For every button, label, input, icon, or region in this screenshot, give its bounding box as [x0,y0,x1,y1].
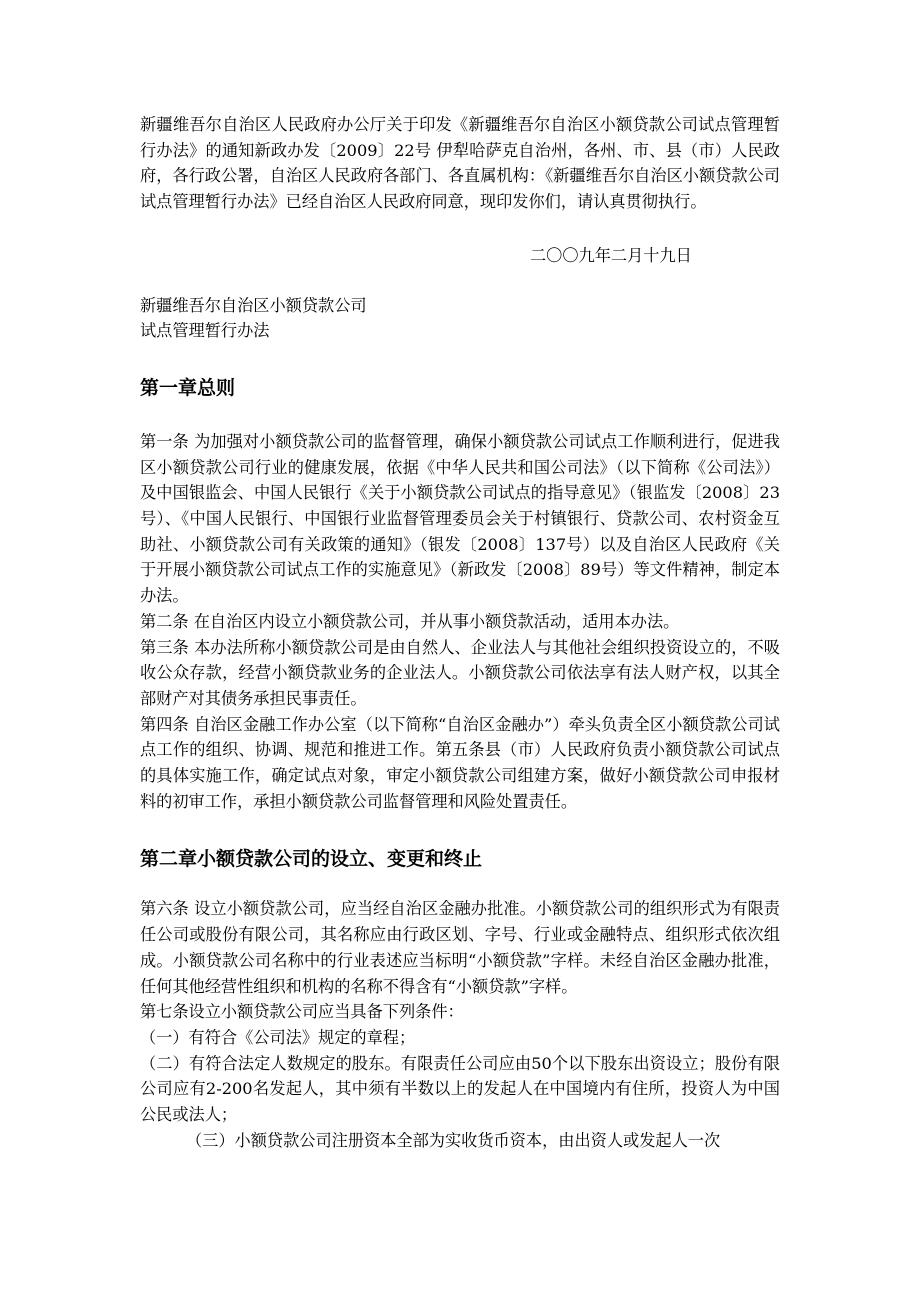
article-4-5: 第四条 自治区金融工作办公室（以下简称“自治区金融办”）牵头负责全区小额贷款公司试点工作的组织、协调、规范和推进工作。第五条县（市）人民政府负责小额贷款公司试点的具体实施工作，确定试点对象，审定小额贷款公司组建方案，做好小额贷款公司申报材料的初审工作，承担小额贷款公司监督管理和风险处置责任。 [140,714,780,811]
document-title [140,293,780,344]
article-2: 第二条 在自治区内设立小额贷款公司，并从事小额贷款活动，适用本办法。 [140,611,680,631]
article-7: 第七条设立小额贷款公司应当具备下列条件： [140,1002,464,1022]
article-7-item-3: （三）小额贷款公司注册资本全部为实收货币资本，由出资人或发起人一次 [186,1130,721,1150]
document-title-line-2: 试点管理暂行办法 [140,321,270,341]
article-6: 第六条 设立小额贷款公司，应当经自治区金融办批准。小额贷款公司的组织形式为有限责任公司或股份有限公司，其名称应由行政区划、字号、行业或金融特点、组织形式依次组成。小额贷款公司名称中的行业表述应当标明“小额贷款”字样。未经自治区金融办批准，任何其他经营性组织和机构的名称不得含有“小额贷款”字样。 [140,899,780,996]
article-7-item-2: （二）有符合法定人数规定的股东。有限责任公司应由50个以下股东出资设立；股份有限公司应有2-200名发起人，其中须有半数以上的发起人在中国境内有住所，投资人为中国公民或法人； [140,1053,780,1125]
chapter-1-heading: 第一章总则 [140,376,236,399]
notice-paragraph: 新疆维吾尔自治区人民政府办公厅关于印发《新疆维吾尔自治区小额贷款公司试点管理暂行办法》的通知新政办发〔2009〕22号 伊犁哈萨克自治州，各州、市、县（市）人民政府，各行政公署，自治区人民政府各部门、各直属机构：《新疆维吾尔自治区小额贷款公司试点管理暂行办法》已经自治区人民政府同意，现印发你们，请认真贯彻执行。 [140,115,780,212]
article-7-item-1: （一）有符合《公司法》规定的章程； [140,1027,416,1047]
document-page [140,112,780,1154]
document-title-line-1: 新疆维吾尔自治区小额贷款公司 [140,295,367,315]
article-3: 第三条 本办法所称小额贷款公司是由自然人、企业法人与其他社会组织投资设立的，不吸收公众存款，经营小额贷款业务的企业法人。小额贷款公司依法享有法人财产权，以其全部财产对其债务承担民事责任。 [140,637,780,708]
chapter-2-heading: 第二章小额贷款公司的设立、变更和终止 [140,848,483,871]
article-1: 第一条 为加强对小额贷款公司的监督管理，确保小额贷款公司试点工作顺利进行，促进我区小额贷款公司行业的健康发展，依据《中华人民共和国公司法》（以下简称《公司法》）及中国银监会、中国人民银行《关于小额贷款公司试点的指导意见》（银监发〔2008〕23号）、《中国人民银行、中国银行业监督管理委员会关于村镇银行、贷款公司、农村资金互助社、小额贷款公司有关政策的通知》（银发〔2008〕137号）以及自治区人民政府《关于开展小额贷款公司试点工作的实施意见》（新政发〔2008〕89号）等文件精神，制定本办法。 [140,431,780,606]
notice-date: 二〇〇九年二月十九日 [530,245,692,265]
